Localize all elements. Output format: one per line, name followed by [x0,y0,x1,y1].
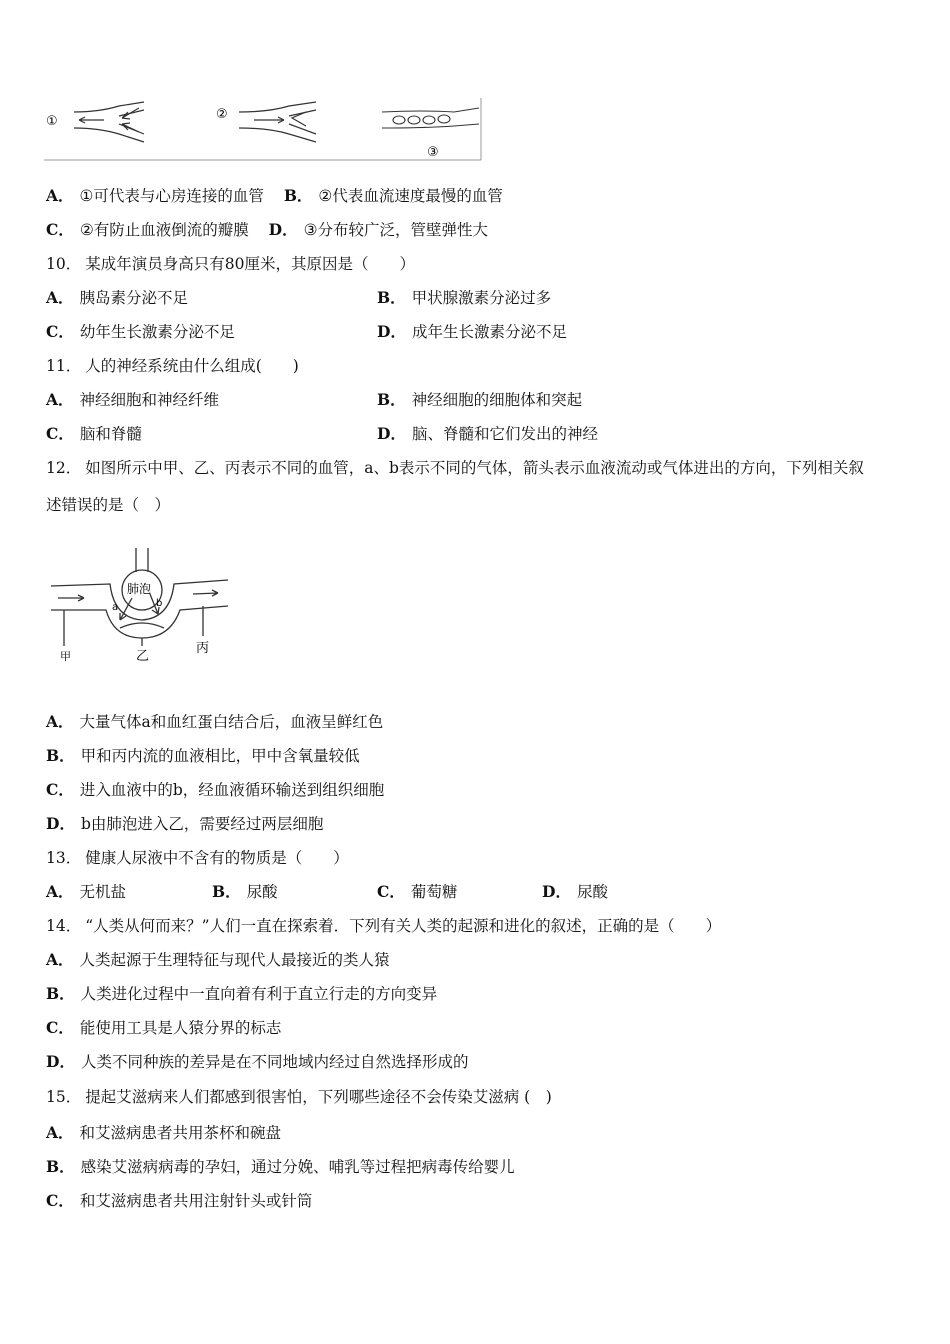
q15-option-c-letter: C． [46,1191,74,1210]
q10-option-c [46,322,235,342]
vessel-2-label: ② [216,107,228,122]
q12-option-b-letter: B． [46,746,75,765]
gas-b-label: b [156,598,163,609]
q13-option-d-letter: D． [542,882,571,901]
q9-options-row-2 [46,220,488,240]
q15-option-c [46,1191,312,1211]
q14-option-a [46,950,390,970]
q14-option-d-text: 人类不同种族的差异是在不同地域内经过自然选择形成的 [80,1053,469,1071]
q13-option-d [542,882,608,902]
q10-option-a [46,288,188,308]
vessel-3-label: ③ [427,145,439,160]
gas-a-label: a [112,602,119,613]
q13-option-a [46,882,126,902]
q12-option-d-letter: D． [46,814,75,833]
q14-option-a-letter: A． [46,950,74,969]
q11-stem [46,356,299,376]
q12-option-a-letter: A． [46,712,74,731]
q14-option-b-letter: B． [46,984,75,1003]
q13-option-a-text: 无机盐 [79,883,127,901]
blood-vessel-figure [44,98,484,162]
q13-option-c-text: 葡萄糖 [410,883,458,901]
q12-stem-text-1: 如图所示中甲、乙、丙表示不同的血管，a、b表示不同的气体，箭头表示血液流动或气体进出的方向，下列相关叙 [85,459,864,477]
q9-option-c-letter: C． [46,220,74,239]
q10-option-b [377,288,551,308]
q9-option-d-text: ③分布较广泛，管壁弹性大 [303,221,488,239]
q15-option-b [46,1157,515,1177]
q13-stem [46,848,349,868]
q10-option-d-letter: D． [377,322,406,341]
q13-option-a-letter: A． [46,882,74,901]
q15-option-c-text: 和艾滋病患者共用注射针头或针筒 [79,1192,313,1210]
q10-option-a-letter: A． [46,288,74,307]
q12-option-d-text: b由肺泡进入乙，需要经过两层细胞 [80,815,324,833]
q11-option-a-letter: A． [46,390,74,409]
q13-option-b-text: 尿酸 [246,883,278,901]
q14-number: 14． [46,917,82,935]
q13-option-c [377,882,457,902]
q15-option-b-letter: B． [46,1157,75,1176]
q11-option-b-letter: B． [377,390,406,409]
q12-option-b [46,746,360,766]
q11-option-d-letter: D． [377,424,406,443]
q13-number: 13． [46,849,82,867]
q10-option-b-letter: B． [377,288,406,307]
q9-options-row-1 [46,186,503,206]
q14-option-b-text: 人类进化过程中一直向着有利于直立行走的方向变异 [80,985,438,1003]
q13-option-b [212,882,278,902]
q11-stem-text: 人的神经系统由什么组成( ) [85,357,299,375]
q15-stem [46,1087,552,1107]
q10-stem-text: 某成年演员身高只有80厘米，其原因是（ ） [85,255,415,273]
q13-option-d-text: 尿酸 [576,883,608,901]
q12-stem-line-1 [46,458,864,478]
blood-vessel-diagram [44,98,484,162]
q10-option-c-text: 幼年生长激素分泌不足 [79,323,235,341]
q14-stem-text: “人类从何而来？”人们一直在探索着．下列有关人类的起源和进化的叙述，正确的是（ ） [85,917,722,935]
q9-option-d-letter: D． [268,220,298,239]
q9-option-b-text: ②代表血流速度最慢的血管 [318,187,503,205]
q11-option-c [46,424,142,444]
q9-option-b-letter: B． [283,186,313,205]
q12-option-a [46,712,383,732]
q11-option-b-text: 神经细胞的细胞体和突起 [411,391,583,409]
q10-option-a-text: 胰岛素分泌不足 [79,289,189,307]
q10-option-b-text: 甲状腺激素分泌过多 [411,289,552,307]
q13-option-c-letter: C． [377,882,405,901]
q12-stem-text-2: 述错误的是（ ） [46,496,171,514]
vessel-jia-label: 甲 [60,650,71,663]
q12-option-d [46,814,323,834]
q11-option-d [377,424,598,444]
q11-option-c-letter: C． [46,424,74,443]
q15-option-a [46,1123,281,1143]
q14-option-d [46,1052,468,1072]
q11-option-c-text: 脑和脊髓 [79,425,142,443]
q9-option-a-letter: A． [46,186,74,205]
q12-option-a-text: 大量气体a和血红蛋白结合后，血液呈鲜红色 [79,713,384,731]
q14-stem [46,916,721,936]
q14-option-d-letter: D． [46,1052,75,1071]
q12-stem-line-2 [46,495,170,515]
q14-option-b [46,984,437,1004]
q10-stem [46,254,415,274]
q13-stem-text: 健康人尿液中不含有的物质是（ ） [85,849,349,867]
q12-option-b-text: 甲和丙内流的血液相比，甲中含氧量较低 [80,747,360,765]
vessel-bing-label: 丙 [196,641,210,656]
vessel-1-label: ① [46,114,58,129]
q10-number: 10． [46,255,82,273]
q15-number: 15． [46,1088,82,1106]
q9-option-c-text: ②有防止血液倒流的瓣膜 [79,221,249,239]
q11-option-a [46,390,219,410]
q11-option-d-text: 脑、脊髓和它们发出的神经 [411,425,598,443]
q12-option-c-text: 进入血液中的b，经血液循环输送到组织细胞 [79,781,385,799]
q15-stem-text: 提起艾滋病来人们都感到很害怕，下列哪些途径不会传染艾滋病 ( ) [85,1088,552,1106]
q10-option-d [377,322,567,342]
vessel-3-diagram [382,108,479,128]
q9-option-a-text: ①可代表与心房连接的血管 [79,187,264,205]
q14-option-c-text: 能使用工具是人猿分界的标志 [79,1019,282,1037]
alveolus-diagram [48,548,238,663]
q11-number: 11． [46,357,82,375]
q14-option-c-letter: C． [46,1018,74,1037]
q12-option-c [46,780,384,800]
q12-option-c-letter: C． [46,780,74,799]
q15-option-b-text: 感染艾滋病病毒的孕妇，通过分娩、哺乳等过程把病毒传给婴儿 [80,1158,515,1176]
q10-option-c-letter: C． [46,322,74,341]
vessel-yi-label: 乙 [136,649,150,663]
q11-option-a-text: 神经细胞和神经纤维 [79,391,220,409]
alveolus-label: 肺泡 [127,582,152,596]
q15-option-a-letter: A． [46,1123,74,1142]
q13-option-b-letter: B． [212,882,241,901]
q14-option-a-text: 人类起源于生理特征与现代人最接近的类人猿 [79,951,390,969]
q10-option-d-text: 成年生长激素分泌不足 [411,323,567,341]
q11-option-b [377,390,582,410]
q15-option-a-text: 和艾滋病患者共用茶杯和碗盘 [79,1124,282,1142]
q12-number: 12． [46,459,82,477]
vessel-1-diagram [74,102,144,142]
alveolus-figure [48,548,238,663]
vessel-2-diagram [239,102,316,142]
q14-option-c [46,1018,281,1038]
